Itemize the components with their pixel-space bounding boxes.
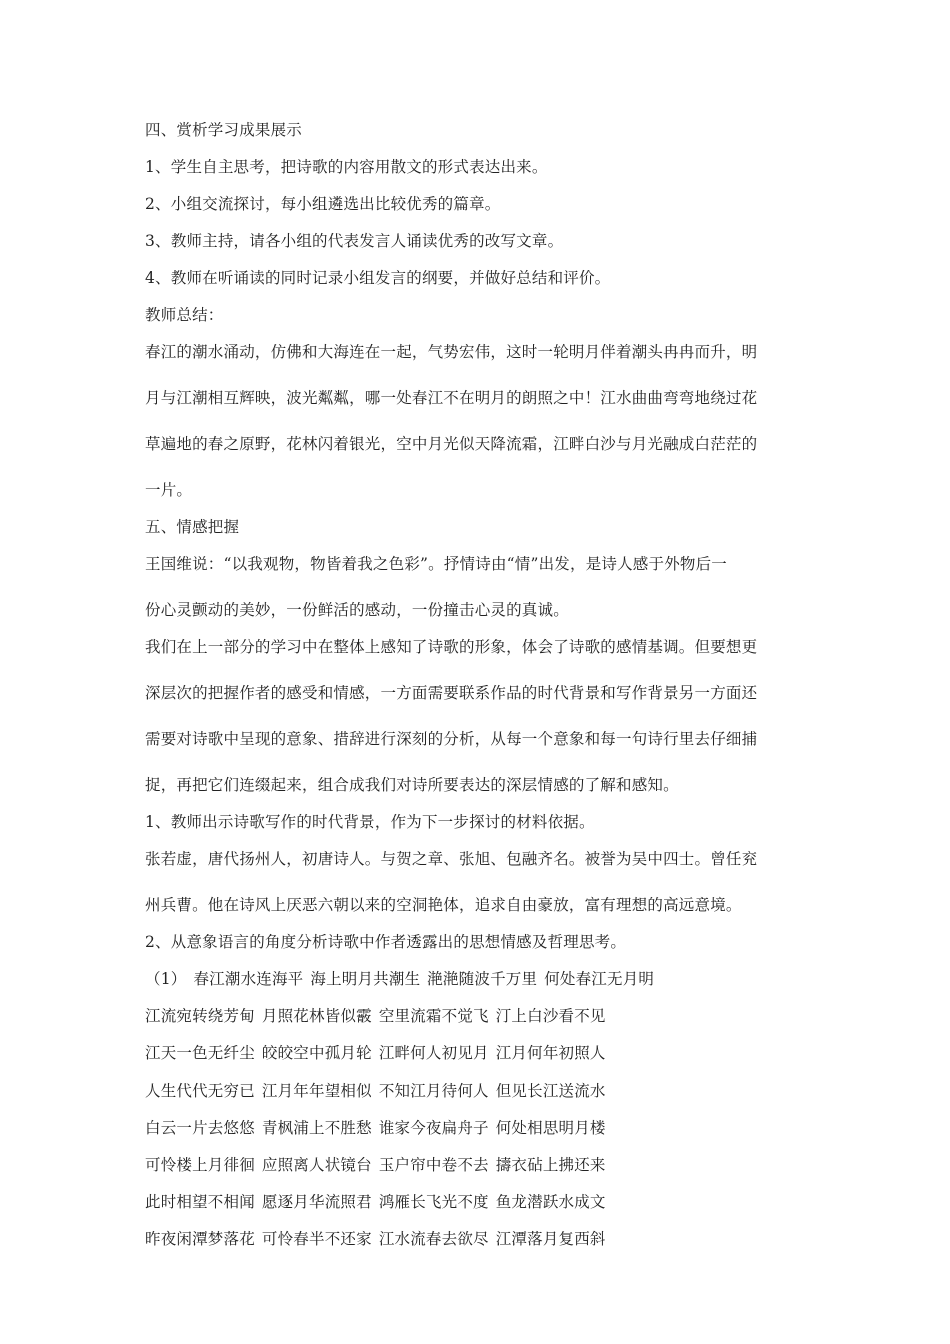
section5-item-2: 2、从意象语言的角度分析诗歌中作者透露出的思想情感及哲理思考。 [145, 933, 627, 951]
poem-verse: 白云一片去悠悠 [145, 1118, 255, 1137]
section4-item-2: 2、小组交流探讨，每小组遴选出比较优秀的篇章。 [145, 195, 501, 213]
poem-verse: 不知江月待何人 [378, 1081, 489, 1100]
poem-verse: 可怜楼上月徘徊 [145, 1155, 255, 1174]
section5-heading: 五、情感把握 [145, 518, 240, 536]
section4-heading: 四、赏析学习成果展示 [145, 121, 303, 139]
poem-verse: 谁家今夜扁舟子 [378, 1118, 489, 1137]
poem-line [145, 1081, 813, 1101]
summary-line: 一片。 [145, 481, 193, 499]
poem-prefix: （1） [145, 970, 187, 988]
poem-verse: 昨夜闲潭梦落花 [145, 1230, 255, 1249]
poem-line [145, 1192, 813, 1212]
poem-verse: 但见长江送流水 [495, 1081, 606, 1100]
paragraph-line: 深层次的把握作者的感受和情感，一方面需要联系作品的时代背景和写作背景另一方面还 [145, 684, 758, 702]
poem-verse: 海上明月共潮生 [310, 970, 421, 988]
summary-line: 春江的潮水涌动，仿佛和大海连在一起，气势宏伟，这时一轮明月伴着潮头冉冉而升，明 [145, 343, 758, 361]
poem-verse: 愿逐月华流照君 [261, 1193, 372, 1212]
poem-verse: 空里流霜不觉飞 [378, 1007, 489, 1026]
poem-verse: 玉户帘中卷不去 [378, 1155, 489, 1174]
summary-line: 草遍地的春之原野，花林闪着银光，空中月光似天降流霜，江畔白沙与月光融成白茫茫的 [145, 435, 758, 453]
paragraph-line: 需要对诗歌中呈现的意象、措辞进行深刻的分析，从每一个意象和每一句诗行里去仔细捕 [145, 730, 758, 748]
poem-line [145, 1229, 813, 1249]
poem-verse: 何处春江无月明 [544, 970, 655, 988]
bio-line: 张若虚，唐代扬州人，初唐诗人。与贺之章、张旭、包融齐名。被誉为吴中四士。曾任兖 [145, 850, 758, 868]
poem-verse: 擣衣砧上拂还来 [495, 1155, 606, 1174]
poem-verse: 皎皎空中孤月轮 [261, 1044, 372, 1063]
section4-item-4: 4、教师在听诵读的同时记录小组发言的纲要，并做好总结和评价。 [145, 269, 611, 287]
poem-verse: 青枫浦上不胜愁 [261, 1118, 372, 1137]
poem-verse: 应照离人状镜台 [261, 1155, 372, 1174]
section5-item-1: 1、教师出示诗歌写作的时代背景，作为下一步探讨的材料依据。 [145, 813, 595, 831]
poem-verse: 何处相思明月楼 [495, 1118, 606, 1137]
poem-verse: 滟滟随波千万里 [427, 970, 538, 988]
poem-verse: 汀上白沙看不见 [495, 1007, 606, 1026]
summary-line: 月与江潮相互辉映，波光粼粼，哪一处春江不在明月的朗照之中！江水曲曲弯弯地绕过花 [145, 389, 758, 407]
quote-line: 份心灵颤动的美妙，一份鲜活的感动，一份撞击心灵的真诚。 [145, 601, 569, 619]
section4-item-3: 3、教师主持，请各小组的代表发言人诵读优秀的改写文章。 [145, 232, 564, 250]
bio-line: 州兵曹。他在诗风上厌恶六朝以来的空洞艳体，追求自由豪放，富有理想的高远意境。 [145, 896, 742, 914]
poem-line [145, 969, 813, 989]
paragraph-line: 我们在上一部分的学习中在整体上感知了诗歌的形象，体会了诗歌的感情基调。但要想更 [145, 638, 758, 656]
poem-line [145, 1006, 813, 1026]
poem-verse: 鱼龙潜跃水成文 [495, 1193, 606, 1212]
poem-verse: 江潭落月复西斜 [495, 1230, 606, 1249]
paragraph-line: 捉，再把它们连缀起来，组合成我们对诗所要表达的深层情感的了解和感知。 [145, 776, 679, 794]
section4-item-1: 1、学生自主思考，把诗歌的内容用散文的形式表达出来。 [145, 158, 548, 176]
poem-verse: 月照花林皆似霰 [261, 1007, 372, 1026]
quote-line: 王国维说：“以我观物，物皆着我之色彩”。抒情诗由“情”出发，是诗人感于外物后一 [145, 555, 727, 573]
poem-verse: 春江潮水连海平 [193, 970, 304, 988]
summary-label: 教师总结： [145, 306, 224, 324]
poem-verse: 可怜春半不还家 [261, 1230, 372, 1249]
poem-verse: 此时相望不相闻 [145, 1193, 255, 1212]
poem-verse: 人生代代无穷已 [145, 1081, 255, 1100]
poem-verse: 江月年年望相似 [261, 1081, 372, 1100]
poem-verse: 江水流春去欲尽 [378, 1230, 489, 1249]
document-page [145, 120, 813, 1267]
poem-line [145, 1118, 813, 1138]
poem-verse: 江流宛转绕芳甸 [145, 1007, 255, 1026]
poem-verse: 江月何年初照人 [495, 1044, 606, 1063]
poem-verse: 鸿雁长飞光不度 [378, 1193, 489, 1212]
poem-verse: 江畔何人初见月 [378, 1044, 489, 1063]
poem-verse: 江天一色无纤尘 [145, 1044, 255, 1063]
poem-line [145, 1155, 813, 1175]
poem-line [145, 1043, 813, 1063]
